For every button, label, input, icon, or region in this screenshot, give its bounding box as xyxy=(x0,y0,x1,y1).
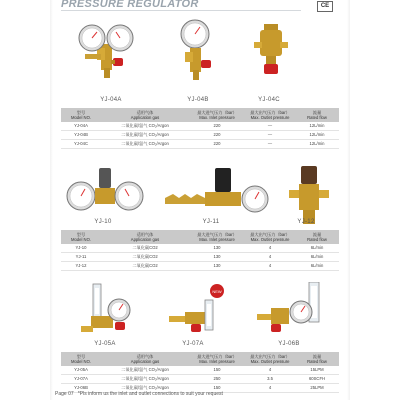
product-caption: YJ-12 xyxy=(297,219,315,225)
spec-table-2 xyxy=(61,230,339,271)
product-caption: YJ-04C xyxy=(258,97,280,103)
table-row: YJ-06B 二氧化碳/氩气 CO₂/Argon 150 4 25LPM xyxy=(61,384,339,393)
table-row: YJ-04A 二氧化碳/氩气 CO₂/Argon 220 — 12L/min xyxy=(61,122,339,131)
product-caption: YJ-04A xyxy=(100,97,122,103)
table-header-row xyxy=(61,108,339,122)
product-image-yj-05a xyxy=(75,282,135,340)
catalog-page xyxy=(53,0,347,400)
col-rated-flow: 流量 Rated flow xyxy=(295,108,339,122)
ce-mark: CE xyxy=(317,1,333,12)
col-gas: 适用气体 Application gas xyxy=(101,108,189,122)
product-caption: YJ-06B xyxy=(278,341,300,347)
table-row: YJ-04B 二氧化碳/氩气 CO₂/Argon 220 — 12L/min xyxy=(61,131,339,140)
product-image-yj-10 xyxy=(65,162,145,220)
product-image-yj-04a xyxy=(75,14,135,86)
product-image-yj-04c xyxy=(248,14,298,86)
product-image-yj-11 xyxy=(161,162,271,220)
product-caption: YJ-04B xyxy=(187,97,209,103)
table-row: YJ-05A 二氧化碳/氩气 CO₂/Argon 150 4 15LPM xyxy=(61,366,339,375)
product-caption: YJ-11 xyxy=(202,219,220,225)
product-image-yj-04b xyxy=(173,14,223,86)
page-number: Page 07 xyxy=(55,391,74,397)
col-model: 型号 Model NO. xyxy=(61,108,101,122)
product-caption: YJ-10 xyxy=(94,219,112,225)
footer-note: *Pls inform us the inlet and outlet connections to suit your request xyxy=(77,391,223,397)
spec-table-3 xyxy=(61,352,339,393)
col-max-outlet: 最大出气压力（bar） Max. Outlet pressure xyxy=(245,108,295,122)
page-header xyxy=(53,0,347,12)
product-image-yj-07a xyxy=(165,282,235,340)
page-shadow-right xyxy=(347,0,350,400)
col-max-inlet: 最大进气压力（bar） Max. Inlet pressure xyxy=(189,108,245,122)
product-image-yj-06b xyxy=(249,282,329,340)
table-header-row: 型号 Model NO. 适用气体 Application gas 最大进气压力（bar） Max. Inlet pressure 最大出气压力（bar） Max. Outlet pressure 流量 Rated flow xyxy=(61,352,339,366)
new-badge: NEW xyxy=(212,289,222,294)
table-row: YJ-07A 二氧化碳/氩气 CO₂/Argon 250 3.5 60SCFH xyxy=(61,375,339,384)
table-row: YJ-04C 二氧化碳/氩气 CO₂/Argon 220 — 12L/min xyxy=(61,140,339,149)
table-header-row: 型号 Model NO. 适用气体 Application gas 最大进气压力（bar） Max. Inlet pressure 最大出气压力（bar） Max. Outlet pressure 流量 Rated flow xyxy=(61,230,339,244)
page-footer xyxy=(55,391,223,397)
table-row: YJ-10 二氧化碳CO2 130 4 6L/min xyxy=(61,244,339,253)
product-caption: YJ-07A xyxy=(182,341,204,347)
product-caption: YJ-05A xyxy=(94,341,116,347)
title-rule xyxy=(61,10,301,11)
page-title: PRESSURE REGULATOR xyxy=(61,0,199,10)
table-row: YJ-12 二氧化碳CO2 130 4 6L/min xyxy=(61,262,339,271)
table-row: YJ-11 二氧化碳CO2 130 4 6L/min xyxy=(61,253,339,262)
spec-table-1 xyxy=(61,108,339,149)
